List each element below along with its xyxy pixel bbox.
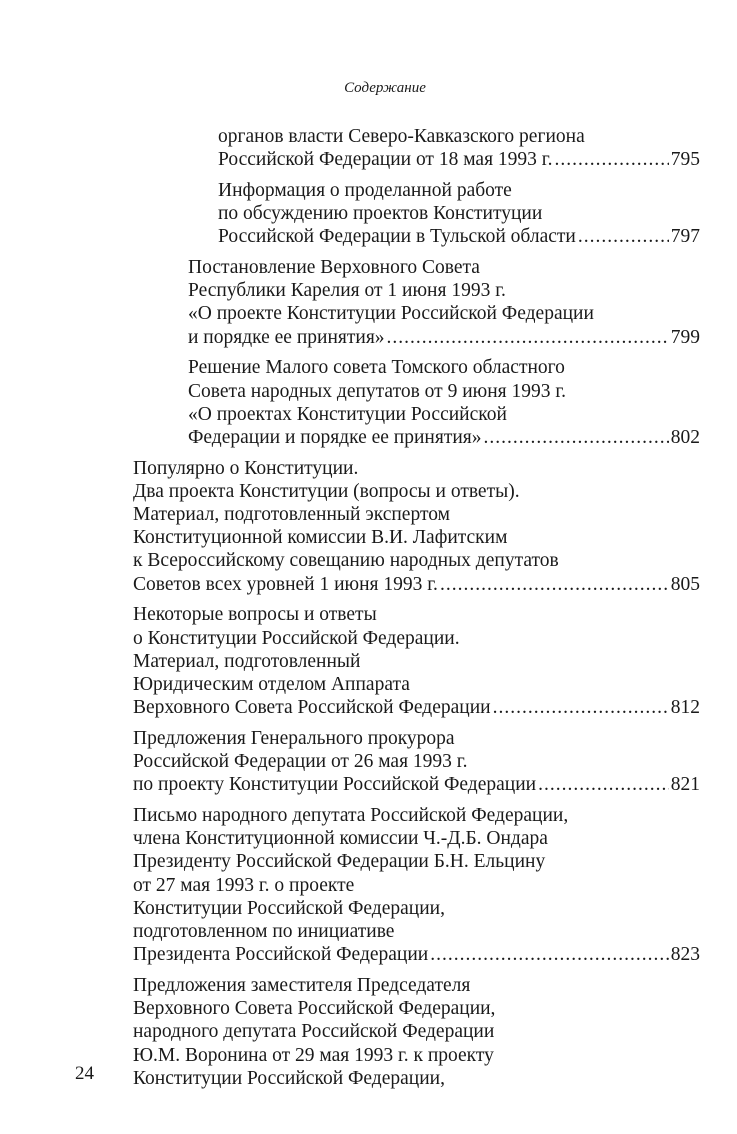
dot-leader [538,773,669,796]
toc-entry-text: Материал, подготовленный экспертом [133,504,450,526]
running-header: Содержание [344,80,426,96]
toc-entry[interactable] [133,804,700,966]
toc-entry-text: Конституции Российской Федерации, [133,1067,445,1089]
toc-entry-last-line [218,148,700,171]
toc-entry-text: «О проектах Конституции Российской [188,403,507,425]
toc-entry-text: Совета народных депутатов от 9 июня 1993 г. [188,380,567,402]
dot-leader [387,326,669,349]
toc-page-number: 823 [670,944,700,966]
toc-entry-text: Два проекта Конституции (вопросы и ответы). [133,480,520,502]
toc-page-number: 797 [670,226,700,248]
toc-entry-text: Российской Федерации от 26 мая 1993 г. [133,751,468,773]
toc-entry-text: Верховного Совета Российской Федерации, [133,998,496,1020]
toc-entry[interactable] [133,974,700,1090]
toc-entry-last-line [133,773,700,796]
toc-page-number: 799 [670,326,700,348]
toc-entry-text: Федерации и порядке ее принятия» [188,426,482,448]
toc-entry[interactable] [133,125,700,171]
toc-entry-last-line [133,943,700,966]
toc-entry-text: Популярно о Конституции. [133,457,359,479]
toc-entry[interactable] [133,457,700,596]
toc-entry-text: Верховного Совета Российской Федерации [133,697,491,719]
toc-entry-text: «О проекте Конституции Российской Федерации [188,303,594,325]
toc-entry-text: Материал, подготовленный [133,650,361,672]
toc-entry-last-line [218,225,700,248]
table-of-contents [133,125,700,1097]
toc-entry-text: Советов всех уровней 1 июня 1993 г. [133,573,438,595]
toc-entry-text: Юридическим отделом Аппарата [133,673,410,695]
toc-entry-text: по обсуждению проектов Конституции [218,203,543,225]
toc-entry-text: Некоторые вопросы и ответы [133,604,377,626]
toc-page-number: 802 [670,426,700,448]
toc-entry-last-line [133,573,700,596]
toc-entry[interactable] [133,179,700,249]
toc-entry-last-line [188,326,700,349]
dot-leader [484,426,669,449]
dot-leader [578,225,669,248]
toc-entry-text: Ю.М. Воронина от 29 мая 1993 г. к проекту [133,1044,494,1066]
toc-page-number: 812 [670,697,700,719]
toc-entry[interactable] [133,256,700,349]
toc-entry-text: Конституционной комиссии В.И. Лафитским [133,527,508,549]
toc-entry-text: Постановление Верховного Совета [188,257,480,279]
dot-leader [430,943,669,966]
toc-page-number: 821 [670,774,700,796]
toc-entry-text: Предложения заместителя Председателя [133,974,471,996]
toc-entry-text: по проекту Конституции Российской Федерации [133,774,537,796]
toc-entry-text: органов власти Северо-Кавказского региона [218,126,585,147]
toc-entry-text: Конституции Российской Федерации, [133,897,445,919]
toc-entry-text: народного депутата Российской Федерации [133,1021,495,1043]
dot-leader [493,696,669,719]
toc-entry-text: Республики Карелия от 1 июня 1993 г. [188,280,506,302]
toc-entry-text: о Конституции Российской Федерации. [133,627,460,649]
toc-entry-text: Президента Российской Федерации [133,944,429,966]
toc-entry-text: Информация о проделанной работе [218,179,512,201]
toc-entry-last-line [188,426,700,449]
toc-entry[interactable] [133,603,700,719]
toc-entry-text: Предложения Генерального прокурора [133,727,455,749]
page-number: 24 [75,1063,94,1084]
toc-page-number: 795 [670,149,700,171]
toc-entry-text: и порядке ее принятия» [188,326,385,348]
toc-entry-text: к Всероссийскому совещанию народных депутатов [133,550,559,572]
toc-entry-text: Российской Федерации от 18 мая 1993 г. [218,149,553,171]
toc-entry-last-line [133,696,700,719]
toc-entry-text: подготовленном по инициативе [133,921,395,942]
toc-entry-text: от 27 мая 1993 г. о проекте [133,874,355,896]
toc-entry-text: Письмо народного депутата Российской Федерации, [133,804,569,826]
toc-entry-text: Российской Федерации в Тульской области [218,226,576,248]
toc-entry[interactable] [133,727,700,797]
toc-entry-text: Президенту Российской Федерации Б.Н. Ельцину [133,851,546,873]
toc-entry-text: члена Конституционной комиссии Ч.-Д.Б. Ондара [133,828,548,850]
toc-entry-text: Решение Малого совета Томского областного [188,357,565,379]
dot-leader [554,148,668,171]
dot-leader [440,573,669,596]
toc-page-number: 805 [670,573,700,595]
toc-entry[interactable] [133,356,700,449]
